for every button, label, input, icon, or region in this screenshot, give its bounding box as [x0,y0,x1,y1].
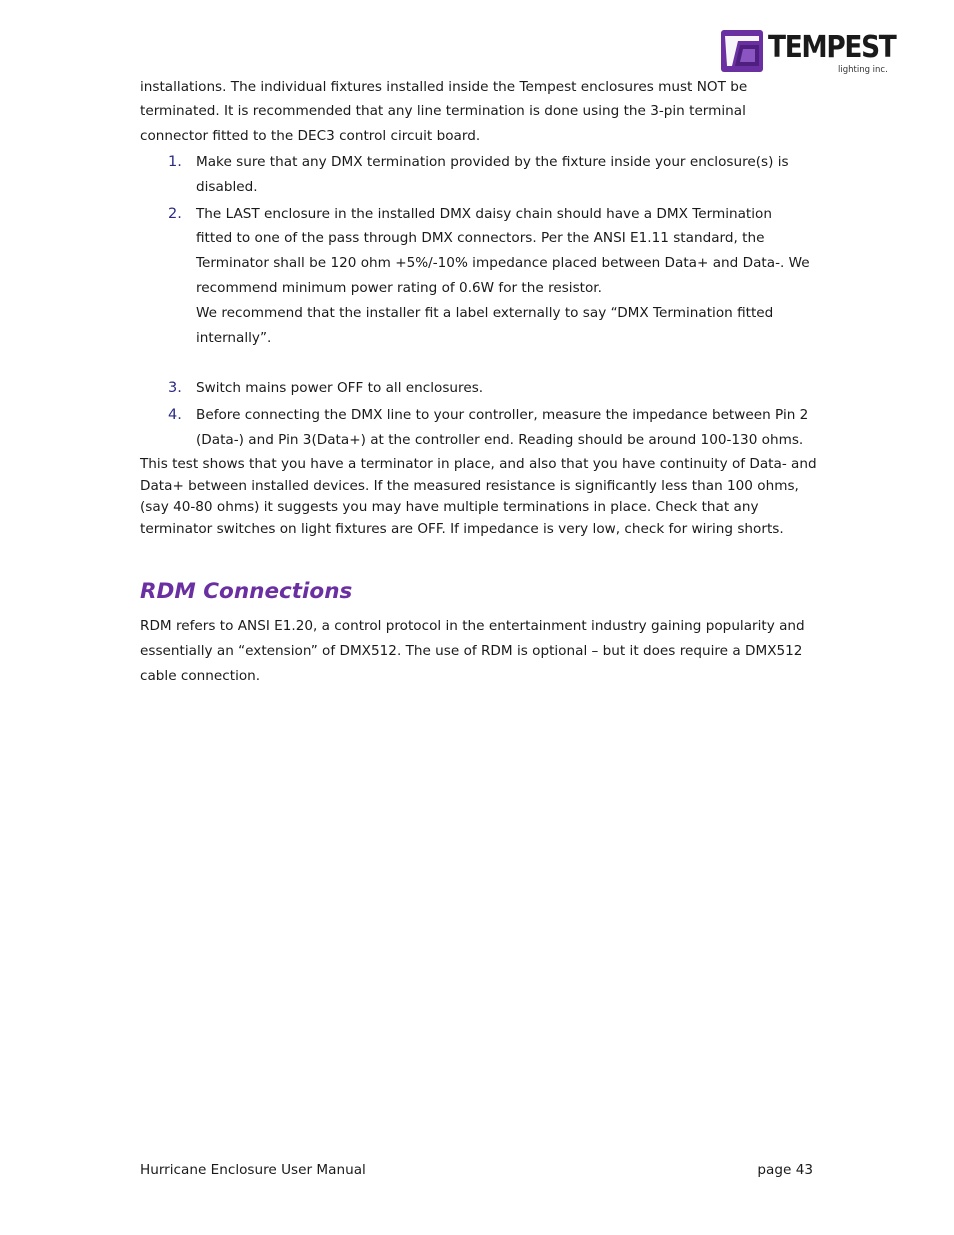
company-logo [721,30,896,76]
intro-line: connector fitted to the DEC3 control circuit board. [140,128,481,144]
logo-wordmark: TEMPEST [768,30,896,65]
step-number: 3. [168,380,182,396]
test-line: Data+ between installed devices. If the measured resistance is significantly less than 100 ohms, [140,478,799,494]
rdm-line: RDM refers to ANSI E1.20, a control protocol in the entertainment industry gaining popularity and [140,618,805,634]
step-line: recommend minimum power rating of 0.6W for the resistor. [196,280,602,296]
test-line: terminator switches on light fixtures are OFF. If impedance is very low, check for wiring shorts. [140,521,784,537]
step-line: (Data-) and Pin 3(Data+) at the controller end. Reading should be around 100-130 ohms. [196,432,804,448]
intro-line: terminated. It is recommended that any line termination is done using the 3-pin terminal [140,103,746,119]
section-heading-rdm: RDM Connections [140,579,353,604]
intro-line: installations. The individual fixtures installed inside the Tempest enclosures must NOT be [140,79,748,95]
footer-page-number: page 43 [757,1162,813,1178]
step-line: Before connecting the DMX line to your controller, measure the impedance between Pin 2 [196,407,809,423]
step-line: fitted to one of the pass through DMX connectors. Per the ANSI E1.11 standard, the [196,230,765,246]
step-line: disabled. [196,179,258,195]
logo-tagline: lighting inc. [838,65,888,75]
rdm-line: cable connection. [140,668,261,684]
step-line: Terminator shall be 120 ohm +5%/-10% impedance placed between Data+ and Data-. We [196,255,810,271]
step-line: The LAST enclosure in the installed DMX daisy chain should have a DMX Termination [196,206,772,222]
test-line: This test shows that you have a terminator in place, and also that you have continuity of Data- and [140,456,817,472]
step-number: 2. [168,206,182,222]
rdm-line: essentially an “extension” of DMX512. The use of RDM is optional – but it does require a DMX512 [140,643,803,659]
step-line: Make sure that any DMX termination provided by the fixture inside your enclosure(s) is [196,154,789,170]
step-line: We recommend that the installer fit a label externally to say “DMX Termination fitted [196,305,774,321]
footer-manual-title: Hurricane Enclosure User Manual [140,1162,366,1178]
step-number: 1. [168,154,182,170]
test-line: (say 40-80 ohms) it suggests you may have multiple terminations in place. Check that any [140,499,759,515]
step-number: 4. [168,407,182,423]
tempest-logo-icon [721,30,763,72]
step-line: Switch mains power OFF to all enclosures. [196,380,484,396]
step-line: internally”. [196,330,272,346]
